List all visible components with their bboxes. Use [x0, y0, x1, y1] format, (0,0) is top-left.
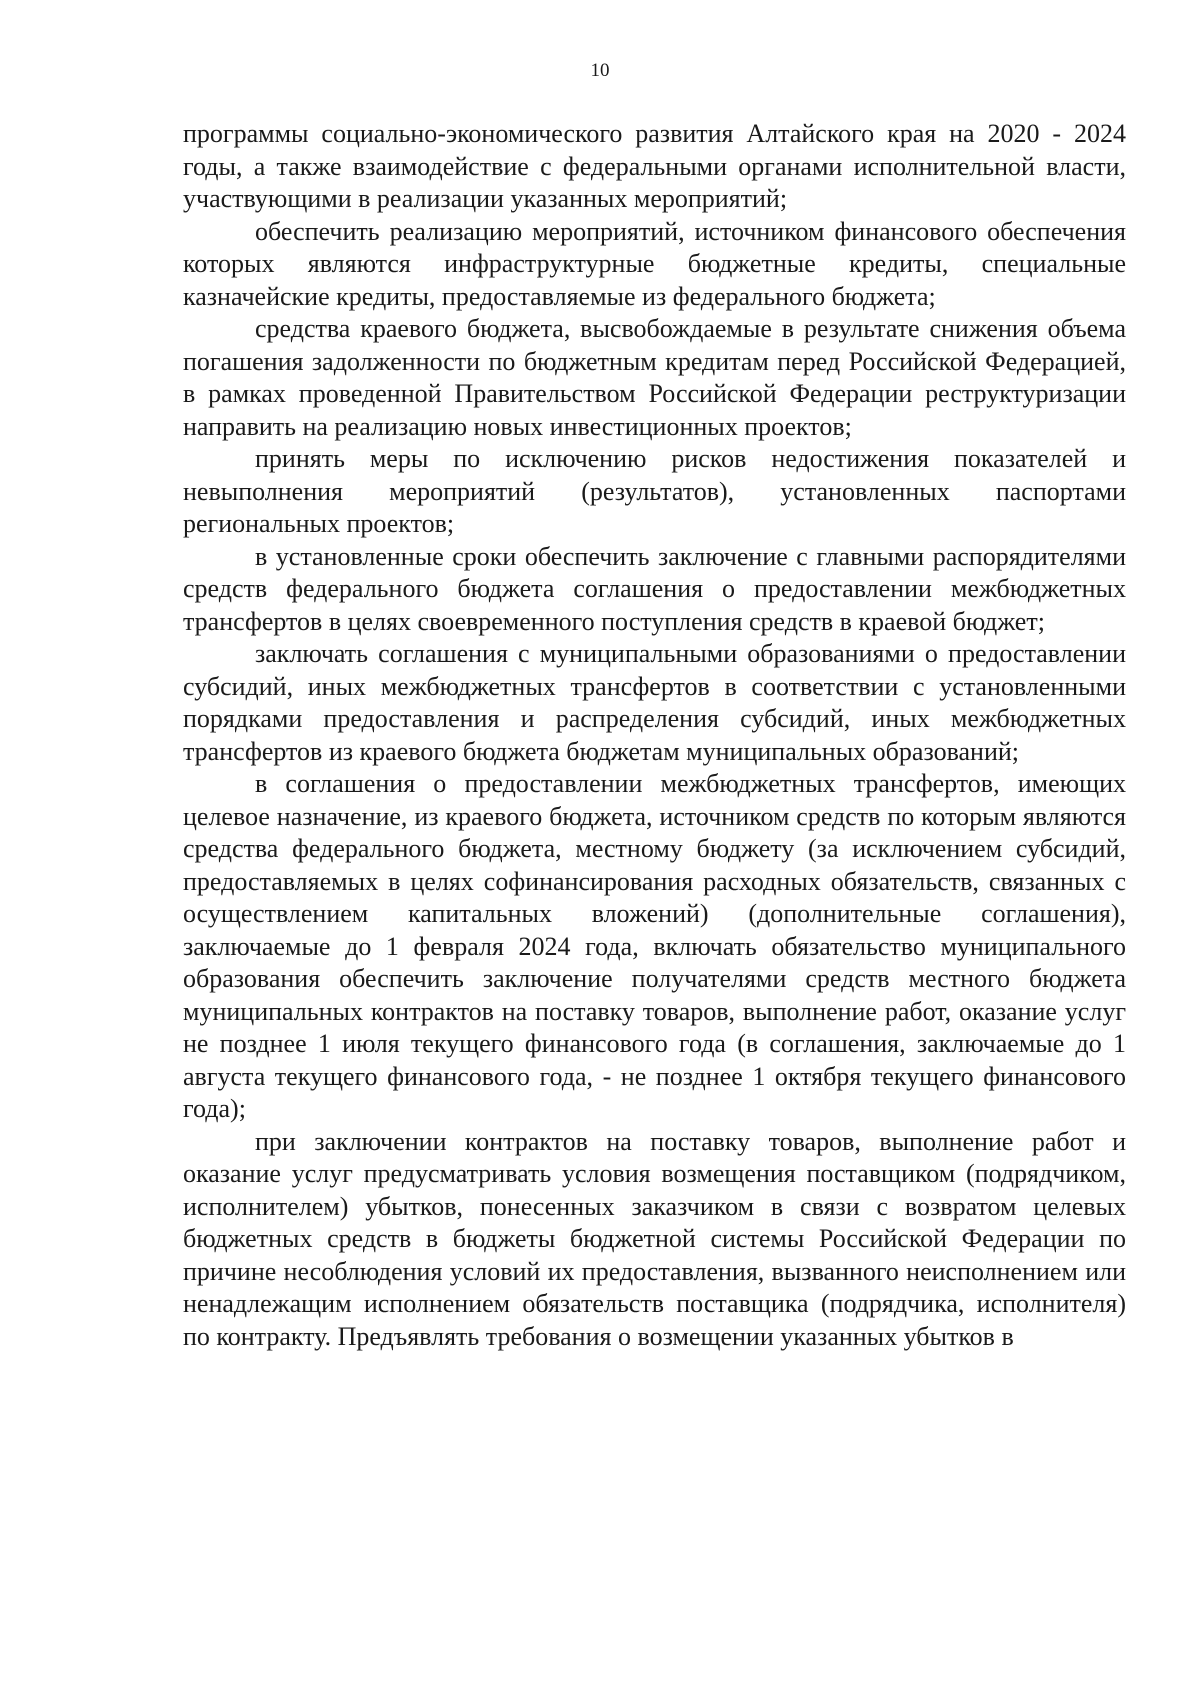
paragraph: принять меры по исключению рисков недостижения показателей и невыполнения мероприятий (результатов), установленных паспортами региональных проектов; — [183, 444, 1126, 538]
paragraph: заключать соглашения с муниципальными образованиями о предоставлении субсидий, иных межбюджетных трансфертов в соответствии с установленными порядками предоставления и распределения субсидий, иных межбюджетных трансфертов из краевого бюджета бюджетам муниципальных образований; — [183, 639, 1126, 766]
paragraph: при заключении контрактов на поставку товаров, выполнение работ и оказание услуг предусматривать условия возмещения поставщиком (подрядчиком, исполнителем) убытков, понесенных заказчиком в связи с возвратом целевых бюджетных средств в бюджеты бюджетной системы Российской Федерации по причине несоблюдения условий их предоставления, вызванного неисполнением или ненадлежащим исполнением обязательств поставщика (подрядчика, исполнителя) по контракту. Предъявлять требования о возмещении указанных убытков в — [183, 1126, 1126, 1351]
page-number: 10 — [590, 60, 610, 81]
document-body — [183, 118, 1126, 1353]
paragraph: в соглашения о предоставлении межбюджетных трансфертов, имеющих целевое назначение, из краевого бюджета, источником средств по которым являются средства федерального бюджета, местному бюджету (за исключением субсидий, предоставляемых в целях софинансирования расходных обязательств, связанных с осуществлением капитальных вложений) (дополнительные соглашения), заключаемые до 1 февраля 2024 года, включать обязательство муниципального образования обеспечить заключение получателями средств местного бюджета муниципальных контрактов на поставку товаров, выполнение работ, оказание услуг не позднее 1 июля текущего финансового года (в соглашения, заключаемые до 1 августа текущего финансового года, - не позднее 1 октября текущего финансового года); — [183, 769, 1126, 1123]
paragraph: обеспечить реализацию мероприятий, источником финансового обеспечения которых являются инфраструктурные бюджетные кредиты, специальные казначейские кредиты, предоставляемые из федерального бюджета; — [183, 216, 1126, 311]
paragraph: средства краевого бюджета, высвобождаемые в результате снижения объема погашения задолженности по бюджетным кредитам перед Российской Федерацией, в рамках проведенной Правительством Российской Федерации реструктуризации направить на реализацию новых инвестиционных проектов; — [183, 314, 1126, 441]
paragraph: программы социально-экономического развития Алтайского края на 2020 - 2024 годы, а также взаимодействие с федеральными органами исполнительной власти, участвующими в реализации указанных мероприятий; — [183, 119, 1126, 213]
paragraph: в установленные сроки обеспечить заключение с главными распорядителями средств федерального бюджета соглашения о предоставлении межбюджетных трансфертов в целях своевременного поступления средств в краевой бюджет; — [183, 541, 1126, 636]
